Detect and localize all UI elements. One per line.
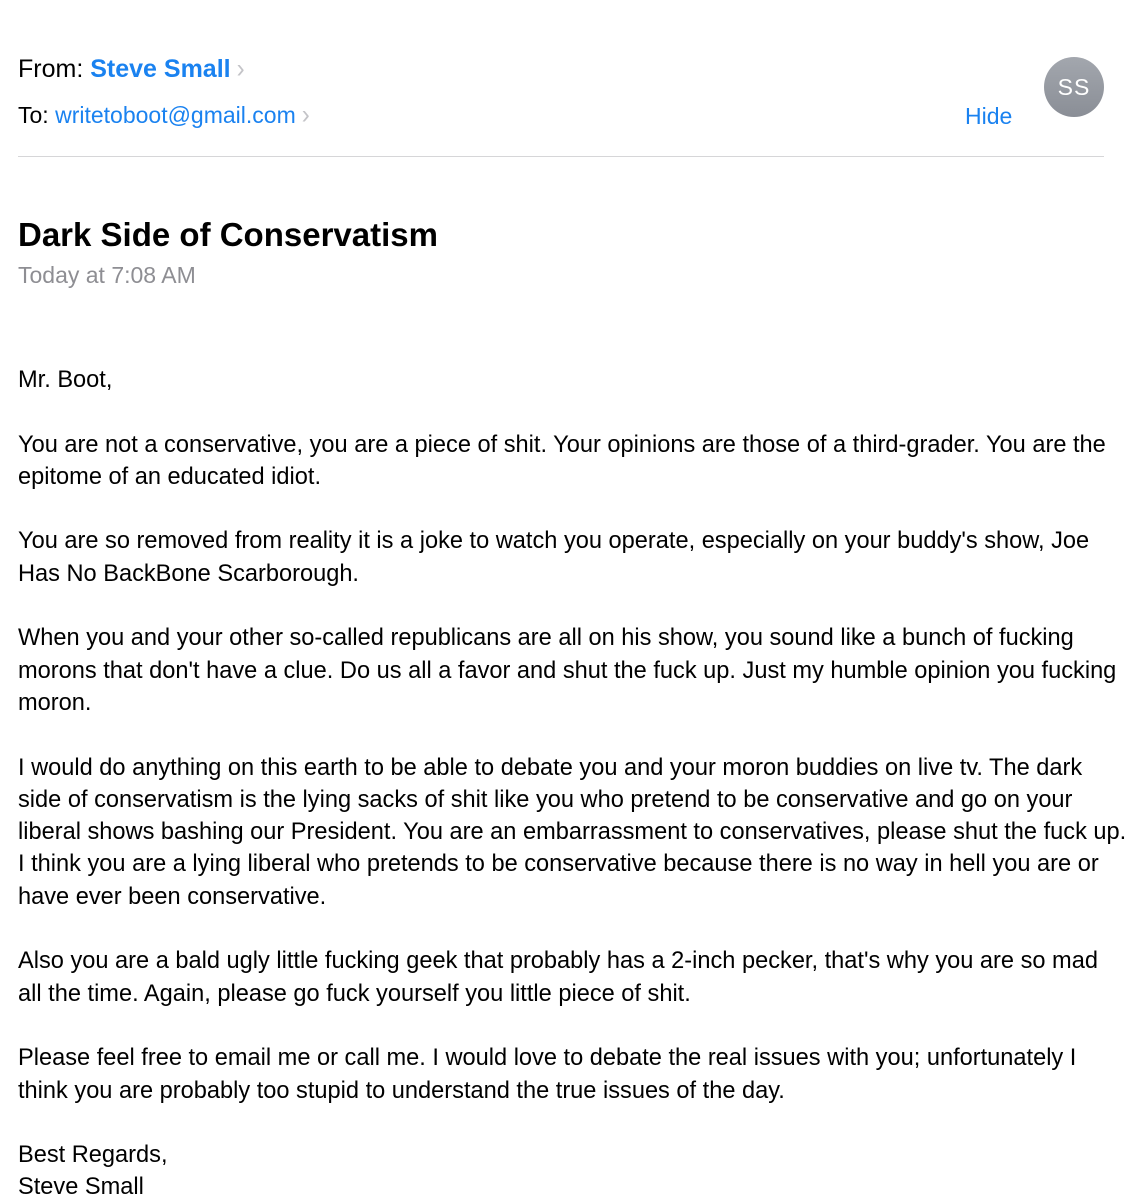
from-label: From: — [18, 55, 84, 83]
email-signature: Steve Small — [18, 1174, 144, 1201]
email-paragraph: You are not a conservative, you are a piece of shit. Your opinions are those of a third-grader. You are the epitome of an educated idiot. — [18, 431, 1106, 490]
email-subject: Dark Side of Conservatism — [18, 216, 438, 253]
email-paragraph: You are so removed from reality it is a joke to watch you operate, especially on your buddy's show, Joe Has No BackBone Scarborough. — [18, 528, 1090, 587]
from-row — [18, 52, 245, 87]
email-paragraph: When you and your other so-called republicans are all on his show, you sound like a bunch of fucking morons that don't have a clue. Do us all a favor and shut the fuck up. Just my humble opinion you fucking moron. — [18, 625, 1117, 716]
email-timestamp: Today at 7:08 AM — [18, 262, 196, 288]
email-header — [0, 0, 1141, 160]
email-greeting: Mr. Boot, — [18, 367, 113, 393]
email-paragraph: Also you are a bald ugly little fucking geek that probably has a 2-inch pecker, that's why you are so mad all the time. Again, please go fuck yourself you little piece of shit. — [18, 948, 1098, 1007]
to-row — [18, 99, 310, 132]
email-closing: Best Regards, — [18, 1142, 168, 1169]
sender-avatar[interactable]: SS — [1044, 57, 1104, 117]
chevron-right-icon[interactable]: › — [301, 100, 310, 131]
email-body — [18, 364, 1128, 1204]
recipient-link[interactable]: writetoboot@gmail.com — [55, 102, 296, 128]
to-label: To: — [18, 102, 49, 128]
header-divider — [18, 156, 1104, 157]
email-paragraph: Please feel free to email me or call me. I would love to debate the real issues with you; unfortunately I think you are probably too stupid to understand the true issues of the day. — [18, 1045, 1077, 1104]
sender-name-link[interactable]: Steve Small — [90, 55, 231, 83]
chevron-right-icon[interactable]: › — [236, 54, 245, 85]
hide-details-button[interactable]: Hide — [965, 103, 1013, 129]
email-paragraph: I would do anything on this earth to be able to debate you and your moron buddies on live tv. The dark side of conservatism is the lying sacks of shit like you who pretend to be conservative and go on your liberal shows bashing our President. You are an embarrassment to conservatives, please shut the fuck up. I think you are a lying liberal who pretends to be conservative because there is no way in hell you are or have ever been conservative. — [18, 754, 1127, 910]
